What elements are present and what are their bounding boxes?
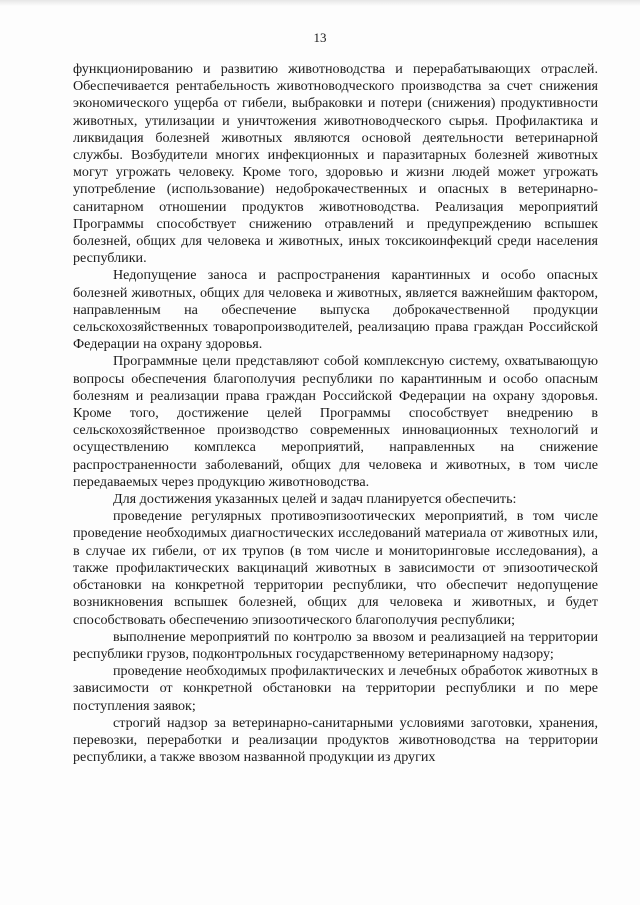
scan-edge — [0, 0, 640, 6]
list-item: проведение необходимых профилактических и лечебных обработок животных в зависимости от конкретной обстановки на территории республики и по мере поступления заявок; — [73, 663, 598, 714]
paragraph: Недопущение заноса и распространения карантинных и особо опасных болезней животных, общих для человека и животных, является важнейшим фактором, направленным на обеспечение выпуска доброкачественной продукции сельскохозяйственных товаропроизводителей, реализацию права граждан Российской Федерации на охрану здоровья. — [73, 267, 598, 353]
page-number: 13 — [313, 30, 327, 45]
paragraph: функционированию и развитию животноводства и перерабатывающих отраслей. Обеспечивается рентабельность животноводческого производства за счет снижения экономического ущерба от гибели, выбраковки и потери (снижения) продуктивности животных, утилизации и уничтожения животноводческого сырья. Профилактика и ликвидация болезней животных являются основой деятельности ветеринарной службы. Возбудители многих инфекционных и паразитарных болезней животных могут угрожать человеку. Кроме того, здоровью и жизни людей может угрожать употребление (использование) недоброкачественных и опасных в ветеринарно-санитарном отношении продуктов животноводства. Реализация мероприятий Программы способствует снижению отравлений и предупреждению вспышек болезней, общих для человека и животных, иных токсикоинфекций среди населения республики. — [73, 61, 598, 267]
list-item: проведение регулярных противоэпизоотических мероприятий, в том числе проведение необходимых диагностических исследований материала от животных или, в случае их гибели, от их трупов (в том числе и мониторинговые исследования), а также профилактических вакцинаций животных в зависимости от эпизоотической обстановки на конкретной территории республики, что обеспечит недопущение возникновения вспышек болезней, общих для человека и животных, и будет способствовать обеспечению эпизоотического благополучия республики; — [73, 508, 598, 628]
paragraph: Для достижения указанных целей и задач планируется обеспечить: — [113, 491, 517, 508]
paragraph: Программные цели представляют собой комплексную систему, охватывающую вопросы обеспечения благополучия республики по карантинным и особо опасным болезням и реализации права граждан Российской Федерации на охрану здоровья. Кроме того, достижение целей Программы способствует внедрению в сельскохозяйственное производство современных инновационных технологий и осуществлению комплекса мероприятий, направленных на снижение распространенности заболеваний, общих для человека и животных, в том числе передаваемых через продукцию животноводства. — [73, 353, 598, 490]
list-item: выполнение мероприятий по контролю за ввозом и реализацией на территории республики грузов, подконтрольных государственному ветеринарному надзору; — [73, 628, 598, 662]
list-item: строгий надзор за ветеринарно-санитарными условиями заготовки, хранения, перевозки, переработки и реализации продуктов животноводства на территории республики, а также ввозом названной продукции из других — [73, 714, 598, 766]
body-text — [73, 61, 598, 766]
